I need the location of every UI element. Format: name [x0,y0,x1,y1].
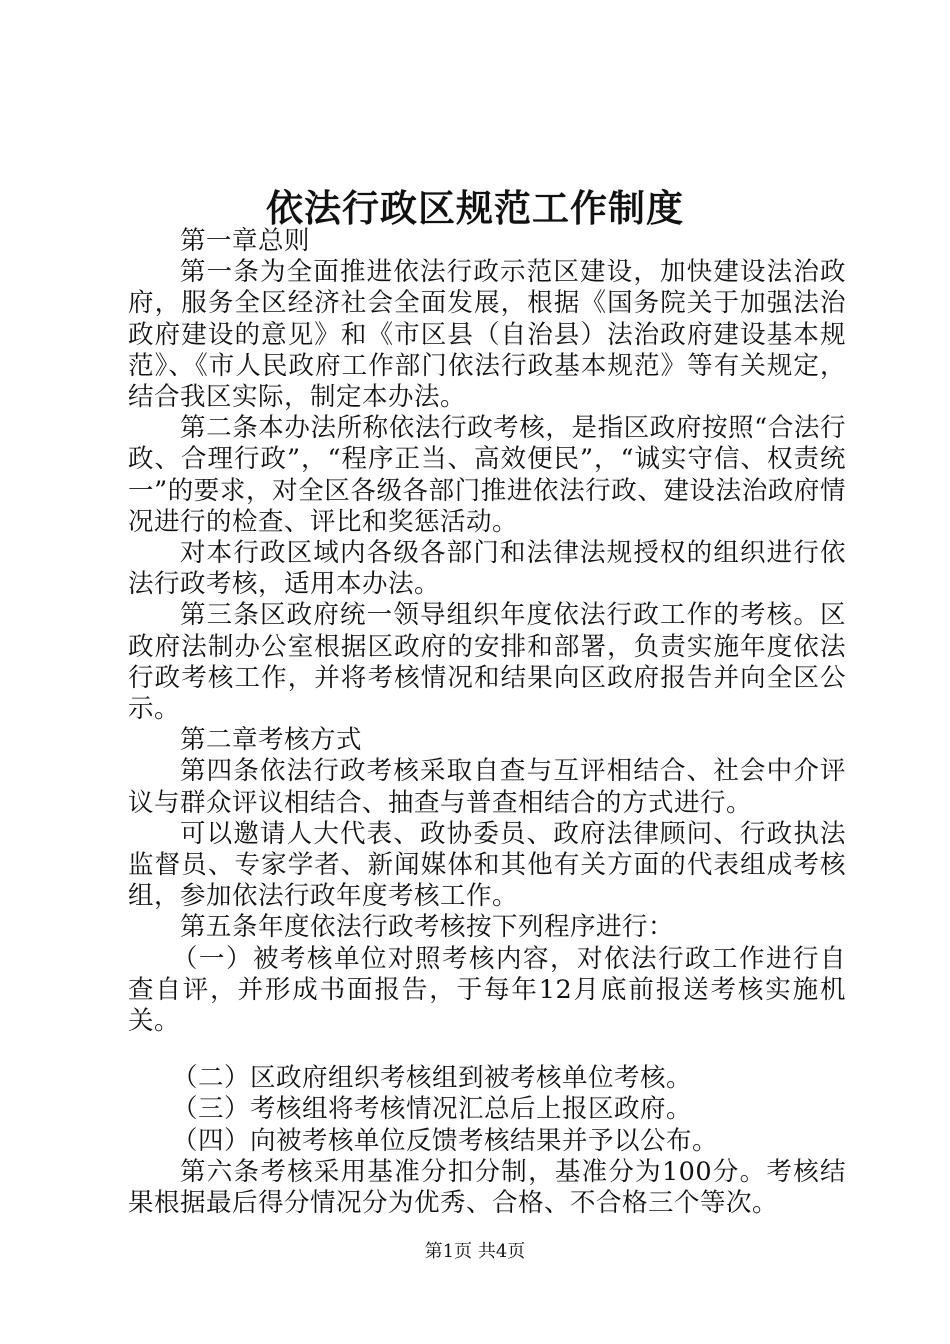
paragraph: 第二条本办法所称依法行政考核，是指区政府按照“合法行政、合理行政”，“程序正当、高效便民”，“诚实守信、权责统一”的要求，对全区各级各部门推进依法行政、建设法治政府情况进行的检查、评比和奖惩活动。 [128,413,846,537]
document-title: 依法行政区规范工作制度 [266,186,684,230]
paragraph: 可以邀请人大代表、政协委员、政府法律顾问、行政执法监督员、专家学者、新闻媒体和其他有关方面的代表组成考核组，参加依法行政年度考核工作。 [128,818,846,912]
chapter-heading: 第一章总则 [180,226,311,256]
paragraph: 第三条区政府统一领导组织年度依法行政工作的考核。区政府法制办公室根据区政府的安排和部署，负责实施年度依法行政考核工作，并将考核情况和结果向区政府报告并向全区公示。 [128,600,846,725]
paragraph: 第四条依法行政考核采取自查与互评相结合、社会中介评议与群众评议相结合、抽查与普查相结合的方式进行。 [128,756,846,818]
paragraph: 第五条年度依法行政考核按下列程序进行： [180,912,675,943]
paragraph: 对本行政区域内各级各部门和法律法规授权的组织进行依法行政考核，适用本办法。 [128,538,846,600]
list-item: （一）被考核单位对照考核内容，对依法行政工作进行自查自评，并形成书面报告，于每年12月底前报送考核实施机关。 [128,943,846,1037]
paragraph: 第六条考核采用基准分扣分制，基准分为100分。考核结果根据最后得分情况分为优秀、合格、不合格三个等次。 [128,1156,846,1219]
paragraph: 第一条为全面推进依法行政示范区建设，加快建设法治政府，服务全区经济社会全面发展，根据《国务院关于加强法治政府建设的意见》和《市区县（自治县）法治政府建设基本规范》、《市人民政府工作部门依法行政基本规范》等有关规定，结合我区实际，制定本办法。 [128,257,846,413]
list-item: （四）向被考核单位反馈考核结果并予以公布。 [172,1125,719,1156]
document-body [128,226,846,1219]
list-item: （二）区政府组织考核组到被考核单位考核。 [172,1063,693,1094]
chapter-heading: 第二章考核方式 [180,725,363,756]
page-footer: 第1页 共4页 [424,1241,526,1262]
blank-line [128,1037,846,1063]
list-item: （三）考核组将考核情况汇总后上报区政府。 [172,1094,693,1125]
